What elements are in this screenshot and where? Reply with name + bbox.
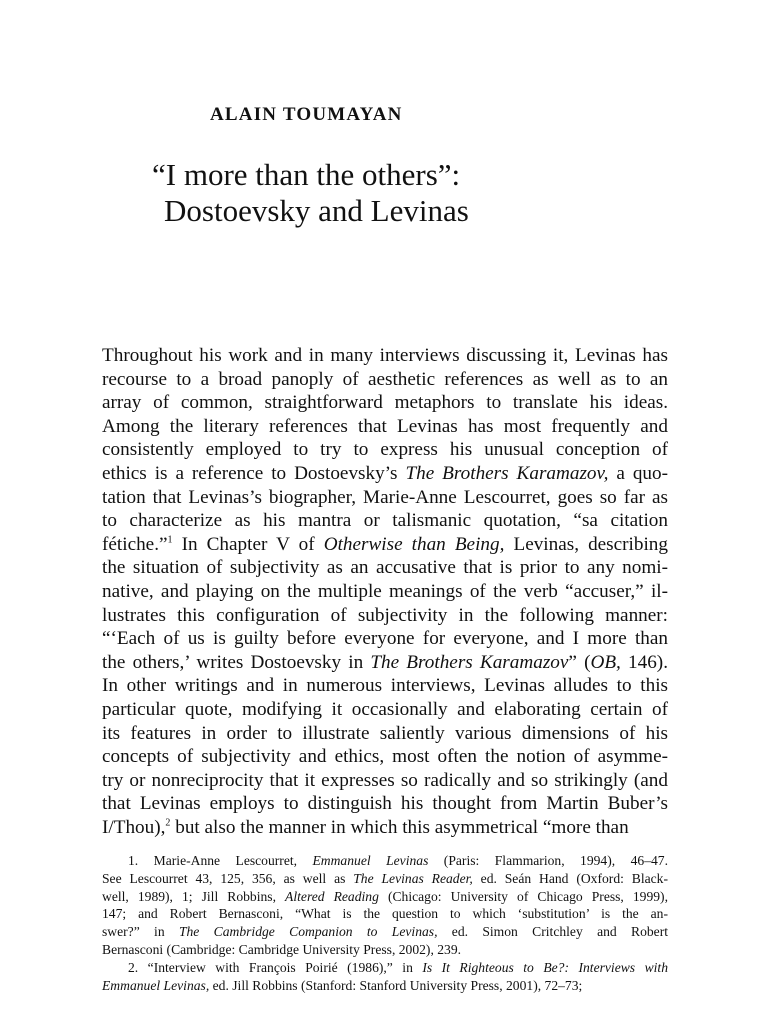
body-line <box>102 438 668 462</box>
body-line <box>102 722 668 746</box>
title-line-1: “I more than the others”: <box>152 157 461 192</box>
text-run: fétiche.” <box>102 533 168 555</box>
text-run: consistently employed to try to express his unusual conception of <box>102 439 668 461</box>
title-line-2: Dostoevsky and Levinas <box>164 193 469 228</box>
text-run: ed. Seán Hand (Oxford: Black- <box>472 870 668 886</box>
italic-text: The Brothers Karamazov <box>370 651 569 673</box>
body-line <box>102 509 668 533</box>
text-run: 147; and Robert Bernasconi, “What is the question to which ‘substitution’ is the an- <box>102 906 668 922</box>
text-run: ethics is a reference to Dostoevsky’s <box>102 462 406 484</box>
italic-text: Emmanuel Levinas, <box>102 977 210 993</box>
footnote-line <box>102 905 668 923</box>
body-line <box>102 816 668 840</box>
text-run: lustrates this configuration of subjectivity in the following manner: <box>102 604 668 626</box>
text-run: its features in order to illustrate saliently various dimensions of his <box>102 722 668 744</box>
text-run: but also the manner in which this asymmetrical “more than <box>170 816 629 838</box>
text-run: 2. “Interview with François Poirié (1986),” in <box>128 959 423 975</box>
text-run: try or nonreciprocity that it expresses so radically and so strikingly (and <box>102 769 668 791</box>
author-name: ALAIN TOUMAYAN <box>210 104 403 125</box>
text-run: 146). <box>620 651 668 673</box>
footnote-line <box>102 888 668 906</box>
body-line <box>102 391 668 415</box>
text-run: a quo- <box>608 462 669 484</box>
text-run: 1. Marie-Anne Lescourret, <box>128 853 313 868</box>
italic-text: The Cambridge Companion to Levinas, <box>178 924 438 940</box>
footnote-line <box>102 959 668 977</box>
body-line <box>102 604 668 628</box>
text-run: recourse to a broad panoply of aesthetic references as well as to an <box>102 368 668 390</box>
footnote-line <box>102 941 668 959</box>
body-line <box>102 651 668 675</box>
text-run: that Levinas employs to distinguish his thought from Martin Buber’s <box>102 793 668 815</box>
text-run: “‘Each of us is guilty before everyone for everyone, and I more than <box>102 628 668 650</box>
footnote-line <box>102 923 668 941</box>
text-run: array of common, straightforward metaphors to translate his ideas. <box>102 392 668 414</box>
italic-text: Is It Righteous to Be?: Interviews with <box>422 959 668 975</box>
body-line <box>102 415 668 439</box>
footnote-line <box>102 870 668 888</box>
body-line <box>102 368 668 392</box>
text-run: In other writings and in numerous interviews, Levinas alludes to this <box>102 675 668 697</box>
text-run: Levinas, describing <box>504 533 668 555</box>
italic-text: The Brothers Karamazov, <box>405 462 609 484</box>
article-title <box>152 157 469 229</box>
body-line <box>102 769 668 793</box>
text-run: the situation of subjectivity as an accusative that is prior to any nomi- <box>102 557 668 579</box>
body-text <box>102 344 668 839</box>
body-line <box>102 580 668 604</box>
italic-text: OB, <box>590 651 621 673</box>
footnotes <box>102 852 668 994</box>
text-run: Among the literary references that Levinas has most frequently and <box>102 415 668 437</box>
body-line <box>102 344 668 368</box>
footnote-line <box>102 852 668 870</box>
body-line <box>102 627 668 651</box>
footnote-marker[interactable]: 1 <box>167 534 173 546</box>
footnote-line <box>102 977 668 995</box>
text-run: swer?” in <box>102 924 179 940</box>
text-run: well, 1989), 1; Jill Robbins, <box>102 888 286 904</box>
footnote-marker[interactable]: 2 <box>165 817 171 829</box>
text-run: (Paris: Flammarion, 1994), 46–47. <box>428 853 668 868</box>
italic-text: The Levinas Reader, <box>353 870 473 886</box>
text-run: tation that Levinas’s biographer, Marie-Anne Lescourret, goes so far as <box>102 486 668 508</box>
body-line <box>102 533 668 557</box>
text-run: ” ( <box>568 651 591 673</box>
text-run: In Chapter V of <box>172 533 324 555</box>
text-run: (Chicago: University of Chicago Press, 1999), <box>378 888 668 904</box>
italic-text: Otherwise than Being, <box>323 533 505 555</box>
body-line <box>102 462 668 486</box>
body-line <box>102 674 668 698</box>
text-run: I/Thou), <box>102 816 166 838</box>
italic-text: Altered Reading <box>285 888 379 904</box>
text-run: particular quote, modifying it occasionally and elaborating certain of <box>102 698 668 720</box>
body-line <box>102 792 668 816</box>
text-run: to characterize as his mantra or talismanic quotation, “sa citation <box>102 510 668 532</box>
text-run: the others,’ writes Dostoevsky in <box>102 651 371 673</box>
body-line <box>102 486 668 510</box>
body-line <box>102 698 668 722</box>
text-run: ed. Jill Robbins (Stanford: Stanford University Press, 2001), 72–73; <box>209 977 583 993</box>
body-line <box>102 745 668 769</box>
italic-text: Emmanuel Levinas <box>312 853 429 868</box>
text-run: Bernasconi (Cambridge: Cambridge University Press, 2002), 239. <box>102 941 462 957</box>
text-run: ed. Simon Critchley and Robert <box>437 924 669 940</box>
body-line <box>102 556 668 580</box>
text-run: native, and playing on the multiple meanings of the verb “accuser,” il- <box>102 580 668 602</box>
text-run: Throughout his work and in many interviews discussing it, Levinas has <box>102 345 668 366</box>
text-run: concepts of subjectivity and ethics, most often the notion of asymme- <box>102 746 668 768</box>
text-run: See Lescourret 43, 125, 356, as well as <box>102 870 354 886</box>
